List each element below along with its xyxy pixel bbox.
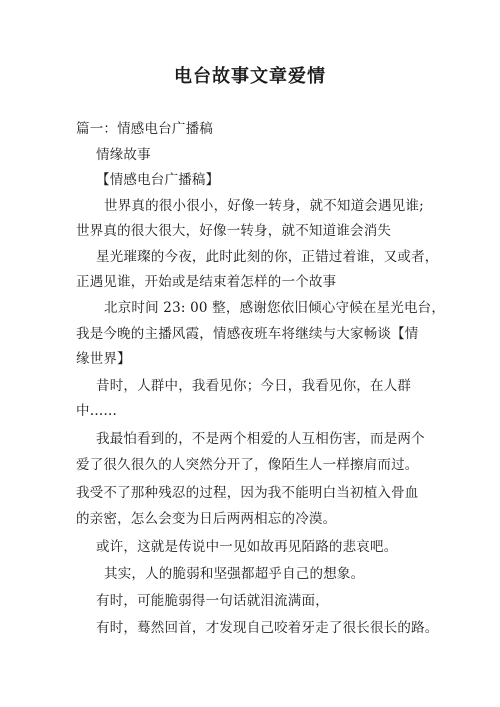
text-line: 有时，可能脆弱得一句话就泪流满面， [96, 593, 329, 609]
text-line: 我最怕看到的，不是两个相爱的人互相伤害，而是两个 [96, 431, 425, 447]
text-line: 爱了很久很久的人突然分开了，像陌生人一样擦肩而过。 [76, 457, 419, 473]
text-line: 有时，蓦然回首，才发现自己咬着牙走了很长很长的路。 [96, 620, 439, 636]
text-line: 世界真的很小很小，好像一转身，就不知道会遇见谁; [104, 198, 424, 214]
text-line: 情缘故事 [96, 147, 151, 163]
text-line: 其实，人的脆弱和坚强都超乎自己的想象。 [104, 566, 365, 582]
text-line: 星光璀璨的今夜，此时此刻的你，正错过着谁，又或者， [96, 249, 439, 265]
text-line: 昔时，人群中，我看见你；今日，我看见你，在人群 [96, 378, 412, 394]
text-line: 【情感电台广播稿】 [96, 172, 220, 188]
text-line: 中…… [76, 403, 118, 419]
text-line: 我受不了那种残忍的过程，因为我不能明白当初植入骨血 [76, 485, 419, 501]
text-line: 的亲密，怎么会变为日后两两相忘的冷漠。 [76, 511, 337, 527]
text-line: 世界真的很大很大，好像一转身，就不知道谁会消失 [76, 223, 392, 239]
text-line: 或许，这就是传说中一见如故再见陌路的悲哀吧。 [96, 539, 398, 555]
section-heading: 篇一：情感电台广播稿 [76, 121, 213, 137]
document-title: 电台故事文章爱情 [174, 66, 326, 87]
text-line: 缘世界】 [76, 351, 131, 367]
text-line: 正遇见谁，开始或是结束着怎样的一个故事 [76, 274, 337, 290]
text-line: 北京时间 23: 00 整，感谢您依旧倾心守候在星光电台， [104, 300, 446, 316]
text-line: 我是今晚的主播风霞，情感夜班车将继续与大家畅谈【情 [76, 326, 419, 342]
